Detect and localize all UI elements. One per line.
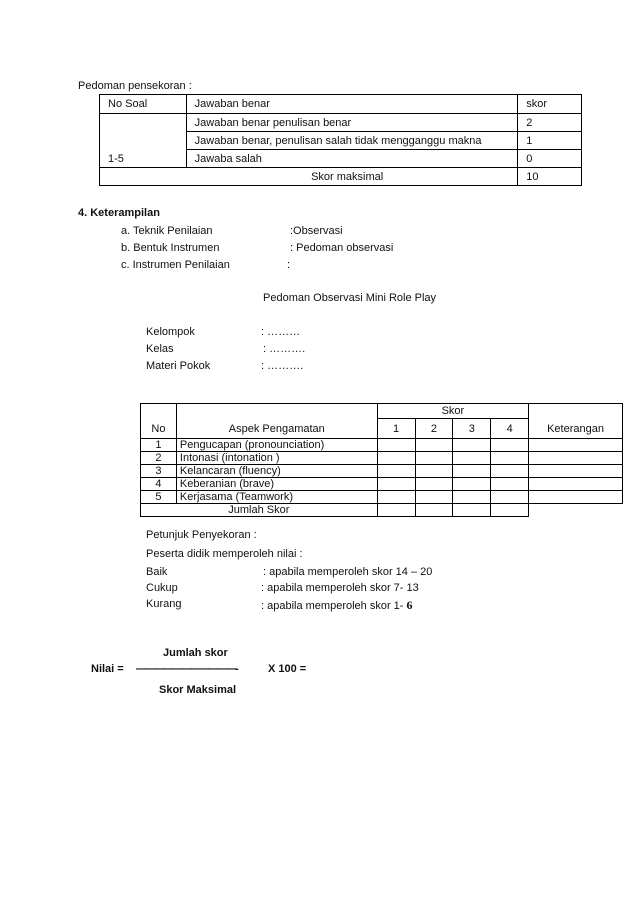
- score-cell[interactable]: [415, 452, 453, 465]
- field-label: Kelas: [146, 343, 174, 355]
- answer-cell: Jawaban benar penulisan benar: [186, 114, 518, 132]
- field-value: : ……….: [263, 343, 306, 355]
- scoring-header-row: [100, 95, 582, 114]
- table-row: [141, 491, 623, 504]
- total-note-cell: [529, 504, 623, 517]
- guide-intro: Peserta didik memperoleh nilai :: [146, 548, 303, 560]
- skill-value: : Pedoman observasi: [290, 242, 394, 254]
- field-value: : ……….: [261, 360, 304, 372]
- header-skor: skor: [518, 95, 582, 114]
- observation-table: [140, 403, 623, 517]
- note-cell[interactable]: [529, 452, 623, 465]
- section-heading: 4. Keterampilan: [78, 207, 160, 219]
- level-label: Kurang: [146, 598, 182, 610]
- row-aspect: Intonasi (intonation ): [176, 452, 377, 465]
- answer-cell: Jawaba salah: [186, 150, 518, 168]
- note-cell[interactable]: [529, 491, 623, 504]
- score-cell[interactable]: [453, 439, 491, 452]
- total-row: [141, 504, 623, 517]
- observation-title: Pedoman Observasi Mini Role Play: [263, 292, 437, 304]
- score-cell: 0: [518, 150, 582, 168]
- level-label: Cukup: [146, 582, 178, 594]
- row-no: 2: [141, 452, 177, 465]
- header-no-soal: No Soal: [100, 95, 187, 114]
- row-aspect: Kerjasama (Teamwork): [176, 491, 377, 504]
- max-score-label: Skor maksimal: [100, 168, 518, 186]
- total-cell[interactable]: [491, 504, 529, 517]
- level-value-row: [261, 598, 413, 613]
- field-value: : ………: [261, 326, 301, 338]
- max-score-value: 10: [518, 168, 582, 186]
- score-cell: 2: [518, 114, 582, 132]
- formula-bar: ———————————-: [136, 663, 237, 675]
- score-cell: 1: [518, 132, 582, 150]
- total-cell[interactable]: [415, 504, 453, 517]
- scoring-total-row: [100, 168, 582, 186]
- score-cell[interactable]: [377, 491, 415, 504]
- row-no: 1: [141, 439, 177, 452]
- formula-rhs: X 100 =: [268, 663, 307, 675]
- skill-label: b. Bentuk Instrumen: [121, 242, 220, 254]
- row-aspect: Pengucapan (pronounciation): [176, 439, 377, 452]
- score-col-1: 1: [377, 419, 415, 439]
- score-cell[interactable]: [491, 491, 529, 504]
- row-aspect: Kelancaran (fluency): [176, 465, 377, 478]
- level-value: : apabila memperoleh skor 14 – 20: [263, 566, 433, 578]
- col-note-header: Keterangan: [529, 404, 623, 439]
- total-cell[interactable]: [453, 504, 491, 517]
- score-cell[interactable]: [453, 465, 491, 478]
- col-no-header: No: [141, 404, 177, 439]
- score-cell[interactable]: [453, 478, 491, 491]
- level-value: : apabila memperoleh skor 1-: [261, 600, 407, 612]
- formula-lhs: Nilai =: [91, 663, 124, 675]
- guide-heading: Petunjuk Penyekoran :: [146, 529, 257, 541]
- skill-value: :: [287, 259, 291, 271]
- level-label: Baik: [146, 566, 168, 578]
- row-aspect: Keberanian (brave): [176, 478, 377, 491]
- field-label: Kelompok: [146, 326, 195, 338]
- score-col-2: 2: [415, 419, 453, 439]
- answer-cell: Jawaban benar, penulisan salah tidak mengganggu makna: [186, 132, 518, 150]
- score-cell[interactable]: [415, 478, 453, 491]
- score-cell[interactable]: [415, 465, 453, 478]
- scoring-table: [99, 94, 582, 186]
- scoring-heading: Pedoman pensekoran :: [78, 80, 192, 92]
- row-no: 3: [141, 465, 177, 478]
- field-label: Materi Pokok: [146, 360, 211, 372]
- level-value: : apabila memperoleh skor 7- 13: [261, 582, 419, 594]
- score-cell[interactable]: [491, 478, 529, 491]
- score-cell[interactable]: [377, 439, 415, 452]
- formula-denominator: Skor Maksimal: [159, 684, 237, 696]
- level-value-tail: 6: [406, 598, 413, 612]
- col-aspect-header: Aspek Pengamatan: [176, 404, 377, 439]
- row-no: 5: [141, 491, 177, 504]
- score-cell[interactable]: [491, 452, 529, 465]
- col-score-header: Skor: [377, 404, 528, 419]
- row-no: 4: [141, 478, 177, 491]
- score-cell[interactable]: [453, 491, 491, 504]
- note-cell[interactable]: [529, 465, 623, 478]
- score-col-3: 3: [453, 419, 491, 439]
- table-row: [141, 439, 623, 452]
- formula-numerator: Jumlah skor: [163, 647, 228, 659]
- score-cell[interactable]: [377, 465, 415, 478]
- score-cell[interactable]: [453, 452, 491, 465]
- header-jawaban: Jawaban benar: [186, 95, 518, 114]
- score-col-4: 4: [491, 419, 529, 439]
- scoring-row: [100, 114, 582, 132]
- score-cell[interactable]: [377, 452, 415, 465]
- score-cell[interactable]: [491, 439, 529, 452]
- score-cell[interactable]: [491, 465, 529, 478]
- note-cell[interactable]: [529, 439, 623, 452]
- skill-label: c. Instrumen Penilaian: [121, 259, 230, 271]
- score-cell[interactable]: [415, 439, 453, 452]
- table-row: [141, 452, 623, 465]
- total-label: Jumlah Skor: [141, 504, 378, 517]
- score-cell[interactable]: [377, 478, 415, 491]
- table-row: [141, 465, 623, 478]
- total-cell[interactable]: [377, 504, 415, 517]
- score-cell[interactable]: [415, 491, 453, 504]
- note-cell[interactable]: [529, 478, 623, 491]
- skill-label: a. Teknik Penilaian: [121, 225, 213, 237]
- question-range: 1-5: [100, 114, 187, 168]
- table-row: [141, 478, 623, 491]
- skill-value: :Observasi: [290, 225, 343, 237]
